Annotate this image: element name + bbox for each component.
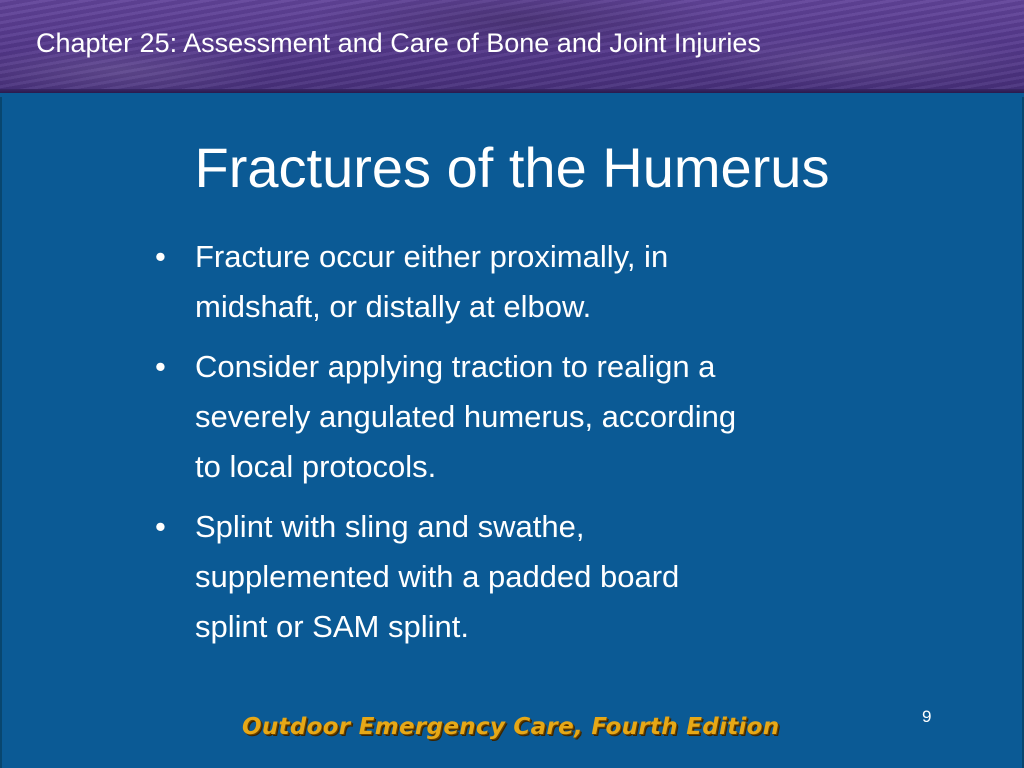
- bullet-item: [155, 502, 915, 652]
- bullet-line: supplemented with a padded board: [195, 559, 680, 594]
- chapter-title: Chapter 25: Assessment and Care of Bone and Joint Injuries: [36, 28, 761, 58]
- bullet-line: splint or SAM splint.: [195, 609, 469, 644]
- bullet-line: to local protocols.: [195, 449, 437, 484]
- bullet-list: [155, 232, 915, 662]
- page-number: 9: [922, 707, 932, 726]
- bullet-line: Consider applying traction to realign a: [195, 349, 716, 384]
- bullet-marker: •: [155, 349, 166, 384]
- bullet-item: [155, 232, 915, 332]
- bullet-line: severely angulated humerus, according: [195, 399, 737, 434]
- bullet-marker: •: [155, 509, 166, 544]
- bullet-item: [155, 342, 915, 492]
- bullet-line: Splint with sling and swathe,: [195, 509, 585, 544]
- header-banner: [0, 0, 1024, 93]
- slide-title: Fractures of the Humerus: [194, 136, 830, 199]
- bullet-line: midshaft, or distally at elbow.: [195, 289, 592, 324]
- bullet-line: Fracture occur either proximally, in: [195, 239, 669, 274]
- book-title-logo: Outdoor Emergency Care, Fourth Edition: [242, 714, 780, 740]
- bullet-marker: •: [155, 239, 166, 274]
